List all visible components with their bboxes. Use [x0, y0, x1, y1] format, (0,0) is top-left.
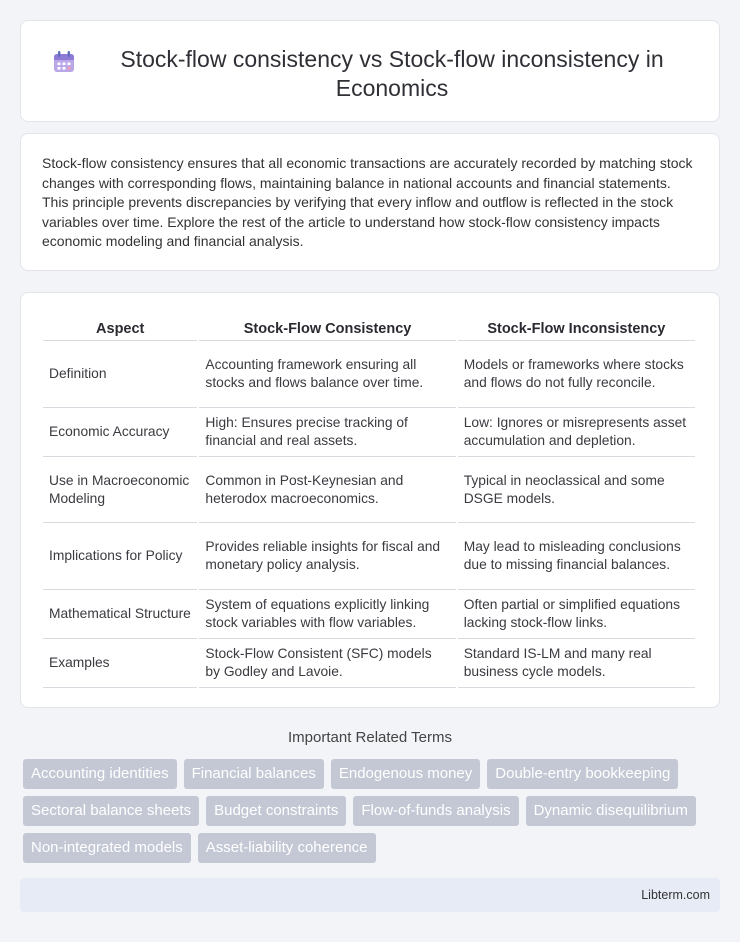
related-term-tag[interactable]: Endogenous money — [331, 759, 480, 789]
related-term-tag[interactable]: Sectoral balance sheets — [23, 796, 199, 826]
row-inconsistency: Standard IS-LM and many real business cycle models. — [458, 639, 695, 688]
related-term-tag[interactable]: Flow-of-funds analysis — [353, 796, 518, 826]
header-consistency: Stock-Flow Consistency — [199, 311, 455, 341]
row-aspect: Implications for Policy — [43, 523, 197, 590]
row-aspect: Mathematical Structure — [43, 590, 197, 639]
table-header-row — [43, 311, 695, 341]
row-inconsistency: Typical in neoclassical and some DSGE models. — [458, 457, 695, 523]
row-inconsistency: May lead to misleading conclusions due to missing financial balances. — [458, 523, 695, 590]
comparison-table — [41, 311, 697, 688]
row-aspect: Definition — [43, 341, 197, 408]
table-row — [43, 457, 695, 523]
row-consistency: Provides reliable insights for fiscal and monetary policy analysis. — [199, 523, 455, 590]
comparison-table-card — [20, 292, 720, 708]
intro-card — [20, 133, 720, 271]
related-terms-list — [23, 759, 723, 863]
related-term-tag[interactable]: Financial balances — [184, 759, 324, 789]
footer — [20, 878, 720, 912]
calendar-icon — [51, 49, 77, 75]
intro-paragraph: Stock-flow consistency ensures that all economic transactions are accurately recorded by matching stock changes with corresponding flows, maintaining balance in national accounts and financial statements. This principle prevents discrepancies by verifying that every inflow and outflow is reflected in the stock variables over time. Explore the rest of the article to understand how stock-flow consistency impacts economic modeling and financial analysis. — [42, 155, 693, 250]
table-row — [43, 408, 695, 457]
related-term-tag[interactable]: Asset-liability coherence — [198, 833, 376, 863]
footer-brand-link[interactable]: Libterm.com — [641, 888, 710, 902]
related-terms-title: Important Related Terms — [288, 729, 452, 746]
row-inconsistency: Often partial or simplified equations lacking stock-flow links. — [458, 590, 695, 639]
table-row — [43, 523, 695, 590]
row-consistency: Common in Post-Keynesian and heterodox macroeconomics. — [199, 457, 455, 523]
table-row — [43, 590, 695, 639]
row-inconsistency: Models or frameworks where stocks and flows do not fully reconcile. — [458, 341, 695, 408]
row-consistency: System of equations explicitly linking stock variables with flow variables. — [199, 590, 455, 639]
row-consistency: Accounting framework ensuring all stocks and flows balance over time. — [199, 341, 455, 408]
row-aspect: Economic Accuracy — [43, 408, 197, 457]
related-term-tag[interactable]: Accounting identities — [23, 759, 177, 789]
row-inconsistency: Low: Ignores or misrepresents asset accumulation and depletion. — [458, 408, 695, 457]
related-term-tag[interactable]: Non-integrated models — [23, 833, 191, 863]
page-title: Stock-flow consistency vs Stock-flow inconsistency in Economics — [120, 46, 664, 101]
related-term-tag[interactable]: Dynamic disequilibrium — [526, 796, 696, 826]
row-aspect: Examples — [43, 639, 197, 688]
related-term-tag[interactable]: Budget constraints — [206, 796, 346, 826]
row-aspect: Use in Macroeconomic Modeling — [43, 457, 197, 523]
table-row — [43, 341, 695, 408]
row-consistency: Stock-Flow Consistent (SFC) models by Godley and Lavoie. — [199, 639, 455, 688]
related-term-tag[interactable]: Double-entry bookkeeping — [487, 759, 678, 789]
row-consistency: High: Ensures precise tracking of financial and real assets. — [199, 408, 455, 457]
table-row — [43, 639, 695, 688]
title-card — [20, 20, 720, 122]
header-aspect: Aspect — [43, 311, 197, 341]
header-inconsistency: Stock-Flow Inconsistency — [458, 311, 695, 341]
